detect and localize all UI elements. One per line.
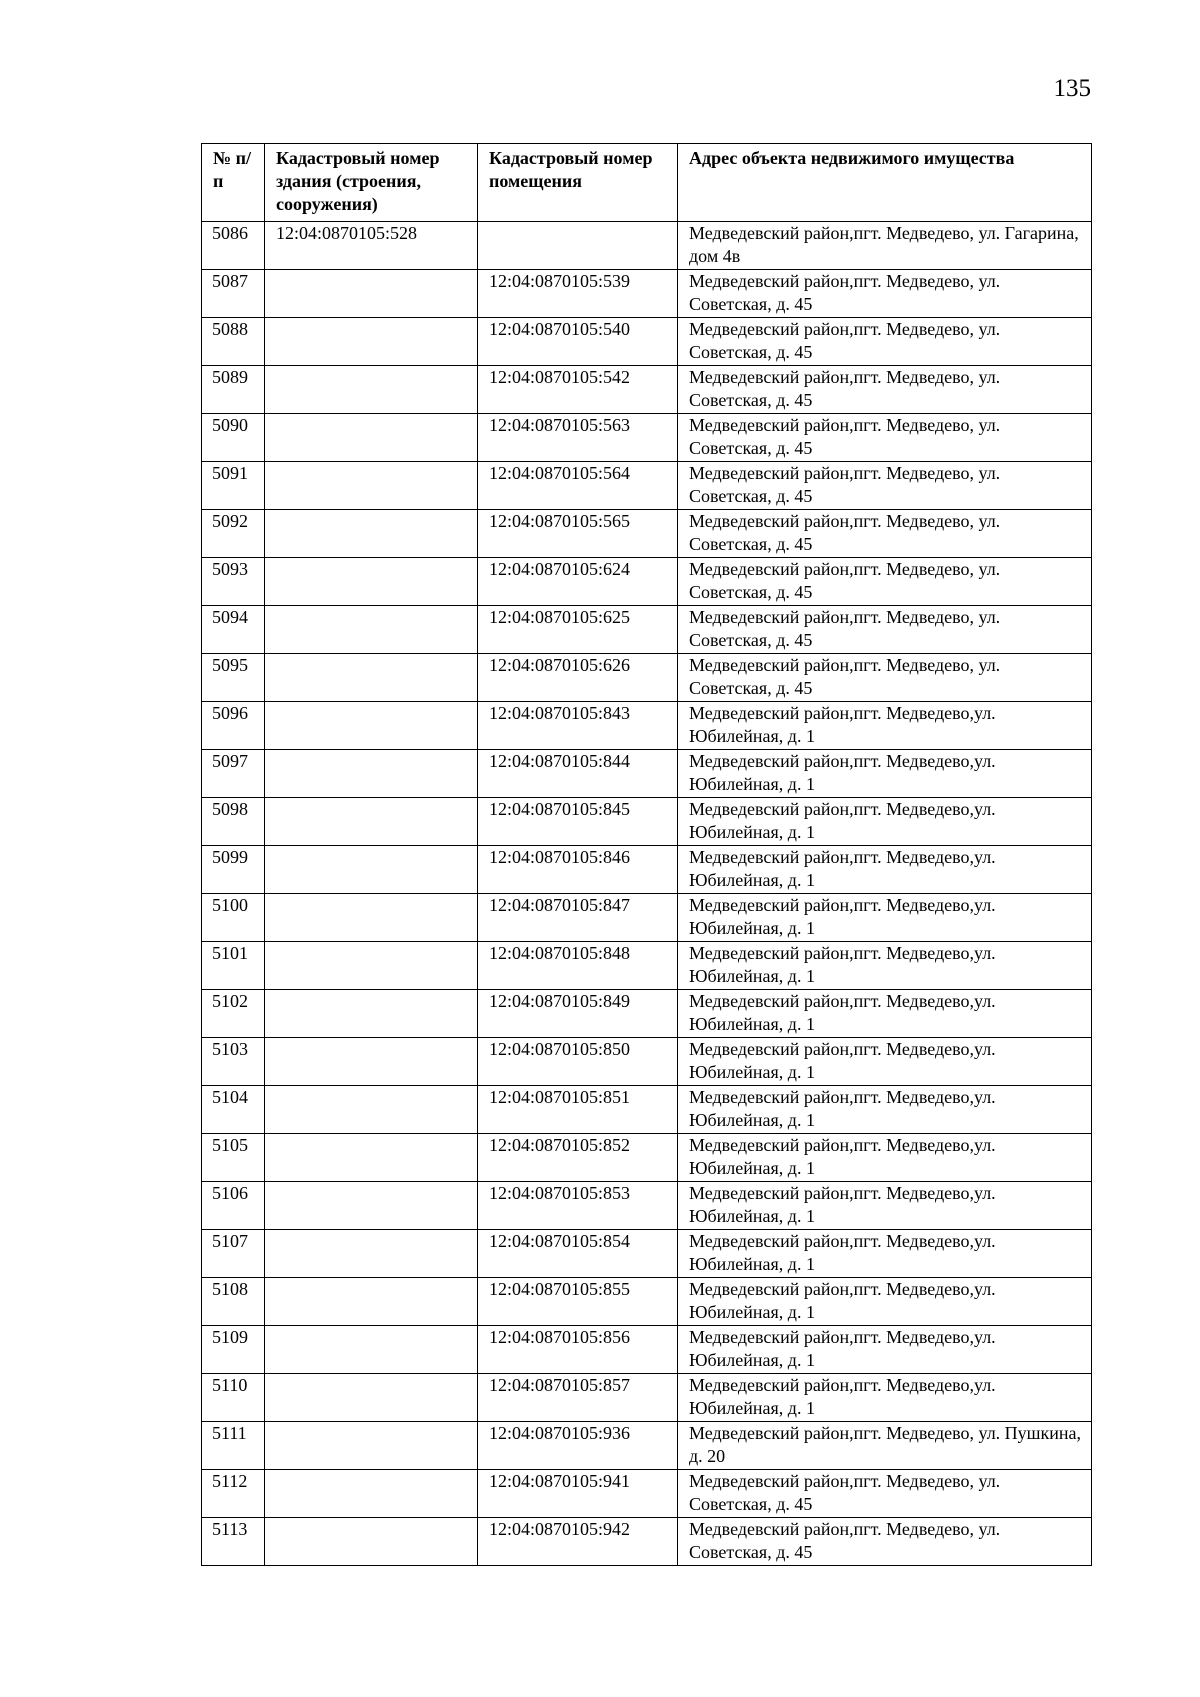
table-row	[202, 462, 1092, 510]
cell-number: 5103	[202, 1038, 265, 1086]
cell-premises-cadastral: 12:04:0870105:847	[478, 894, 678, 942]
cell-address: Медведевский район,пгт. Медведево,ул. Юбилейная, д. 1	[678, 702, 1092, 750]
table-row	[202, 318, 1092, 366]
cell-premises-cadastral: 12:04:0870105:941	[478, 1470, 678, 1518]
cell-building-cadastral	[265, 1470, 478, 1518]
cell-address: Медведевский район,пгт. Медведево,ул. Юбилейная, д. 1	[678, 942, 1092, 990]
cell-building-cadastral	[265, 1374, 478, 1422]
cell-number: 5110	[202, 1374, 265, 1422]
header-premises-cadastral: Кадастровый номер помещения	[478, 144, 678, 222]
cell-building-cadastral: 12:04:0870105:528	[265, 222, 478, 270]
cell-number: 5092	[202, 510, 265, 558]
cell-premises-cadastral: 12:04:0870105:624	[478, 558, 678, 606]
cell-address: Медведевский район,пгт. Медведево, ул. Советская, д. 45	[678, 1518, 1092, 1566]
cell-building-cadastral	[265, 558, 478, 606]
table-row	[202, 990, 1092, 1038]
cell-premises-cadastral: 12:04:0870105:845	[478, 798, 678, 846]
cell-number: 5100	[202, 894, 265, 942]
table-header-row	[202, 144, 1092, 222]
table-row	[202, 894, 1092, 942]
table-row	[202, 366, 1092, 414]
cell-premises-cadastral: 12:04:0870105:625	[478, 606, 678, 654]
cell-address: Медведевский район,пгт. Медведево, ул. Советская, д. 45	[678, 414, 1092, 462]
cell-number: 5107	[202, 1230, 265, 1278]
table-row	[202, 942, 1092, 990]
cell-premises-cadastral: 12:04:0870105:855	[478, 1278, 678, 1326]
cell-building-cadastral	[265, 654, 478, 702]
table-body	[202, 222, 1092, 1566]
cell-premises-cadastral: 12:04:0870105:854	[478, 1230, 678, 1278]
cell-building-cadastral	[265, 510, 478, 558]
cell-number: 5111	[202, 1422, 265, 1470]
page-number: 135	[1053, 75, 1091, 102]
table-row	[202, 1086, 1092, 1134]
cell-building-cadastral	[265, 270, 478, 318]
cell-number: 5089	[202, 366, 265, 414]
cell-number: 5108	[202, 1278, 265, 1326]
cell-number: 5095	[202, 654, 265, 702]
cell-premises-cadastral: 12:04:0870105:857	[478, 1374, 678, 1422]
cell-address: Медведевский район,пгт. Медведево,ул. Юбилейная, д. 1	[678, 798, 1092, 846]
cell-premises-cadastral: 12:04:0870105:564	[478, 462, 678, 510]
cell-premises-cadastral: 12:04:0870105:851	[478, 1086, 678, 1134]
cell-building-cadastral	[265, 606, 478, 654]
table-row	[202, 1230, 1092, 1278]
cell-address: Медведевский район,пгт. Медведево,ул. Юбилейная, д. 1	[678, 846, 1092, 894]
cell-address: Медведевский район,пгт. Медведево,ул. Юбилейная, д. 1	[678, 1326, 1092, 1374]
table-row	[202, 1518, 1092, 1566]
table-row	[202, 606, 1092, 654]
cell-address: Медведевский район,пгт. Медведево, ул. Советская, д. 45	[678, 654, 1092, 702]
table-row	[202, 1134, 1092, 1182]
cell-building-cadastral	[265, 1326, 478, 1374]
cell-address: Медведевский район,пгт. Медведево,ул. Юбилейная, д. 1	[678, 1278, 1092, 1326]
cell-building-cadastral	[265, 894, 478, 942]
table-row	[202, 414, 1092, 462]
cell-number: 5098	[202, 798, 265, 846]
cell-premises-cadastral: 12:04:0870105:853	[478, 1182, 678, 1230]
cell-premises-cadastral: 12:04:0870105:856	[478, 1326, 678, 1374]
cell-number: 5091	[202, 462, 265, 510]
cell-building-cadastral	[265, 1422, 478, 1470]
cell-building-cadastral	[265, 1518, 478, 1566]
cell-premises-cadastral: 12:04:0870105:843	[478, 702, 678, 750]
table-row	[202, 1278, 1092, 1326]
cell-premises-cadastral: 12:04:0870105:849	[478, 990, 678, 1038]
cell-number: 5096	[202, 702, 265, 750]
cell-building-cadastral	[265, 414, 478, 462]
cell-address: Медведевский район,пгт. Медведево,ул. Юбилейная, д. 1	[678, 1230, 1092, 1278]
cell-address: Медведевский район,пгт. Медведево, ул. Советская, д. 45	[678, 606, 1092, 654]
cell-address: Медведевский район,пгт. Медведево, ул. Советская, д. 45	[678, 510, 1092, 558]
cell-building-cadastral	[265, 750, 478, 798]
cell-number: 5105	[202, 1134, 265, 1182]
cell-premises-cadastral: 12:04:0870105:563	[478, 414, 678, 462]
header-address: Адрес объекта недвижимого имущества	[678, 144, 1092, 222]
cell-number: 5106	[202, 1182, 265, 1230]
cell-address: Медведевский район,пгт. Медведево,ул. Юбилейная, д. 1	[678, 1182, 1092, 1230]
cell-number: 5104	[202, 1086, 265, 1134]
cell-premises-cadastral: 12:04:0870105:936	[478, 1422, 678, 1470]
cell-premises-cadastral: 12:04:0870105:942	[478, 1518, 678, 1566]
cell-number: 5112	[202, 1470, 265, 1518]
cell-building-cadastral	[265, 990, 478, 1038]
cell-building-cadastral	[265, 846, 478, 894]
real-estate-table	[201, 143, 1092, 1566]
header-building-cadastral: Кадастровый номер здания (строения, сооружения)	[265, 144, 478, 222]
cell-building-cadastral	[265, 798, 478, 846]
cell-address: Медведевский район,пгт. Медведево, ул. Советская, д. 45	[678, 1470, 1092, 1518]
cell-building-cadastral	[265, 1134, 478, 1182]
table-row	[202, 222, 1092, 270]
cell-premises-cadastral: 12:04:0870105:844	[478, 750, 678, 798]
cell-address: Медведевский район,пгт. Медведево,ул. Юбилейная, д. 1	[678, 894, 1092, 942]
cell-premises-cadastral: 12:04:0870105:565	[478, 510, 678, 558]
cell-building-cadastral	[265, 1038, 478, 1086]
cell-address: Медведевский район,пгт. Медведево,ул. Юбилейная, д. 1	[678, 750, 1092, 798]
table-row	[202, 510, 1092, 558]
table-row	[202, 846, 1092, 894]
cell-number: 5088	[202, 318, 265, 366]
table-row	[202, 798, 1092, 846]
cell-premises-cadastral: 12:04:0870105:539	[478, 270, 678, 318]
cell-address: Медведевский район,пгт. Медведево,ул. Юбилейная, д. 1	[678, 1038, 1092, 1086]
table-row	[202, 1374, 1092, 1422]
table-row	[202, 702, 1092, 750]
cell-building-cadastral	[265, 1086, 478, 1134]
cell-premises-cadastral: 12:04:0870105:540	[478, 318, 678, 366]
table-row	[202, 750, 1092, 798]
table-row	[202, 558, 1092, 606]
cell-address: Медведевский район,пгт. Медведево, ул. Советская, д. 45	[678, 558, 1092, 606]
cell-number: 5113	[202, 1518, 265, 1566]
cell-number: 5087	[202, 270, 265, 318]
cell-address: Медведевский район,пгт. Медведево, ул. Советская, д. 45	[678, 366, 1092, 414]
cell-number: 5097	[202, 750, 265, 798]
cell-number: 5109	[202, 1326, 265, 1374]
cell-address: Медведевский район,пгт. Медведево, ул. Советская, д. 45	[678, 318, 1092, 366]
cell-premises-cadastral: 12:04:0870105:542	[478, 366, 678, 414]
cell-number: 5094	[202, 606, 265, 654]
cell-building-cadastral	[265, 1182, 478, 1230]
table-row	[202, 1038, 1092, 1086]
cell-building-cadastral	[265, 366, 478, 414]
table-row	[202, 270, 1092, 318]
cell-number: 5101	[202, 942, 265, 990]
table-row	[202, 654, 1092, 702]
cell-building-cadastral	[265, 702, 478, 750]
table-row	[202, 1182, 1092, 1230]
cell-building-cadastral	[265, 318, 478, 366]
cell-building-cadastral	[265, 942, 478, 990]
cell-building-cadastral	[265, 462, 478, 510]
cell-number: 5086	[202, 222, 265, 270]
cell-building-cadastral	[265, 1230, 478, 1278]
cell-premises-cadastral: 12:04:0870105:850	[478, 1038, 678, 1086]
cell-address: Медведевский район,пгт. Медведево, ул. Советская, д. 45	[678, 462, 1092, 510]
cell-number: 5102	[202, 990, 265, 1038]
cell-building-cadastral	[265, 1278, 478, 1326]
table-row	[202, 1326, 1092, 1374]
cell-address: Медведевский район,пгт. Медведево, ул. Пушкина, д. 20	[678, 1422, 1092, 1470]
table-row	[202, 1470, 1092, 1518]
cell-address: Медведевский район,пгт. Медведево,ул. Юбилейная, д. 1	[678, 990, 1092, 1038]
cell-address: Медведевский район,пгт. Медведево,ул. Юбилейная, д. 1	[678, 1134, 1092, 1182]
cell-number: 5090	[202, 414, 265, 462]
cell-address: Медведевский район,пгт. Медведево,ул. Юбилейная, д. 1	[678, 1086, 1092, 1134]
cell-premises-cadastral: 12:04:0870105:846	[478, 846, 678, 894]
cell-number: 5093	[202, 558, 265, 606]
cell-premises-cadastral	[478, 222, 678, 270]
cell-number: 5099	[202, 846, 265, 894]
table-row	[202, 1422, 1092, 1470]
header-number: № п/п	[202, 144, 265, 222]
cell-premises-cadastral: 12:04:0870105:626	[478, 654, 678, 702]
cell-premises-cadastral: 12:04:0870105:848	[478, 942, 678, 990]
cell-address: Медведевский район,пгт. Медведево,ул. Юбилейная, д. 1	[678, 1374, 1092, 1422]
cell-premises-cadastral: 12:04:0870105:852	[478, 1134, 678, 1182]
cell-address: Медведевский район,пгт. Медведево, ул. Советская, д. 45	[678, 270, 1092, 318]
cell-address: Медведевский район,пгт. Медведево, ул. Гагарина, дом 4в	[678, 222, 1092, 270]
